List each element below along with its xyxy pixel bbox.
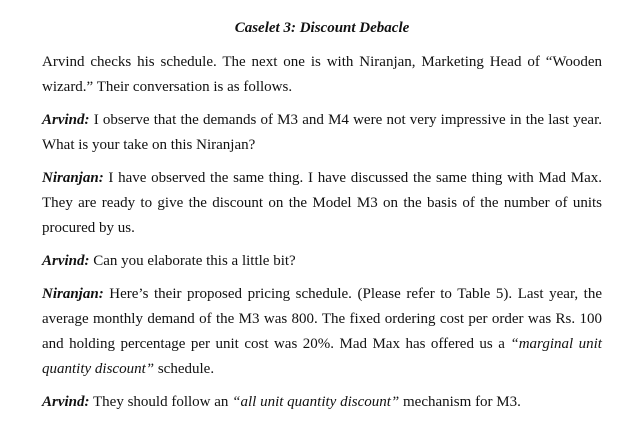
document-page — [42, 18, 602, 423]
dialogue-text: I observe that the demands of M3 and M4 were not very impressive in the last year. What is your take on this Niranjan? — [42, 112, 602, 153]
speaker-name: Niranjan: — [42, 170, 104, 186]
dialogue-arvind-3 — [42, 390, 602, 415]
dialogue-text-after: schedule. — [154, 361, 215, 377]
dialogue-arvind-2 — [42, 249, 602, 274]
dialogue-text: Here’s their proposed pricing schedule. (Please refer to Table 5). Last year, the average monthly demand of the M3 was 800. The fixed ordering cost per order was Rs. 100 and holding percentage per unit cost was 20%. Mad Max has offered us a — [42, 286, 602, 352]
caselet-title: Caselet 3: Discount Debacle — [234, 20, 410, 36]
speaker-name: Niranjan: — [42, 286, 104, 302]
intro-paragraph: Arvind checks his schedule. The next one is with Niranjan, Marketing Head of “Wooden wizard.” Their conversation is as follows. — [42, 54, 602, 95]
dialogue-arvind-1 — [42, 108, 602, 158]
speaker-name: Arvind: — [42, 394, 90, 410]
dialogue-text-after: mechanism for M3. — [399, 394, 521, 410]
dialogue-niranjan-1 — [42, 166, 602, 241]
all-unit-discount-term: “all unit quantity discount” — [232, 394, 400, 410]
dialogue-niranjan-2 — [42, 282, 602, 382]
marginal-discount-term: “marginal unit quantity discount” — [42, 336, 602, 377]
dialogue-text: Can you elaborate this a little bit? — [89, 253, 296, 269]
dialogue-text: I have observed the same thing. I have discussed the same thing with Mad Max. They are ready to give the discount on the Model M3 on the basis of the number of units procured by us. — [42, 170, 602, 236]
dialogue-text: They should follow an — [89, 394, 233, 410]
speaker-name: Arvind: — [42, 253, 90, 269]
speaker-name: Arvind: — [42, 112, 90, 128]
